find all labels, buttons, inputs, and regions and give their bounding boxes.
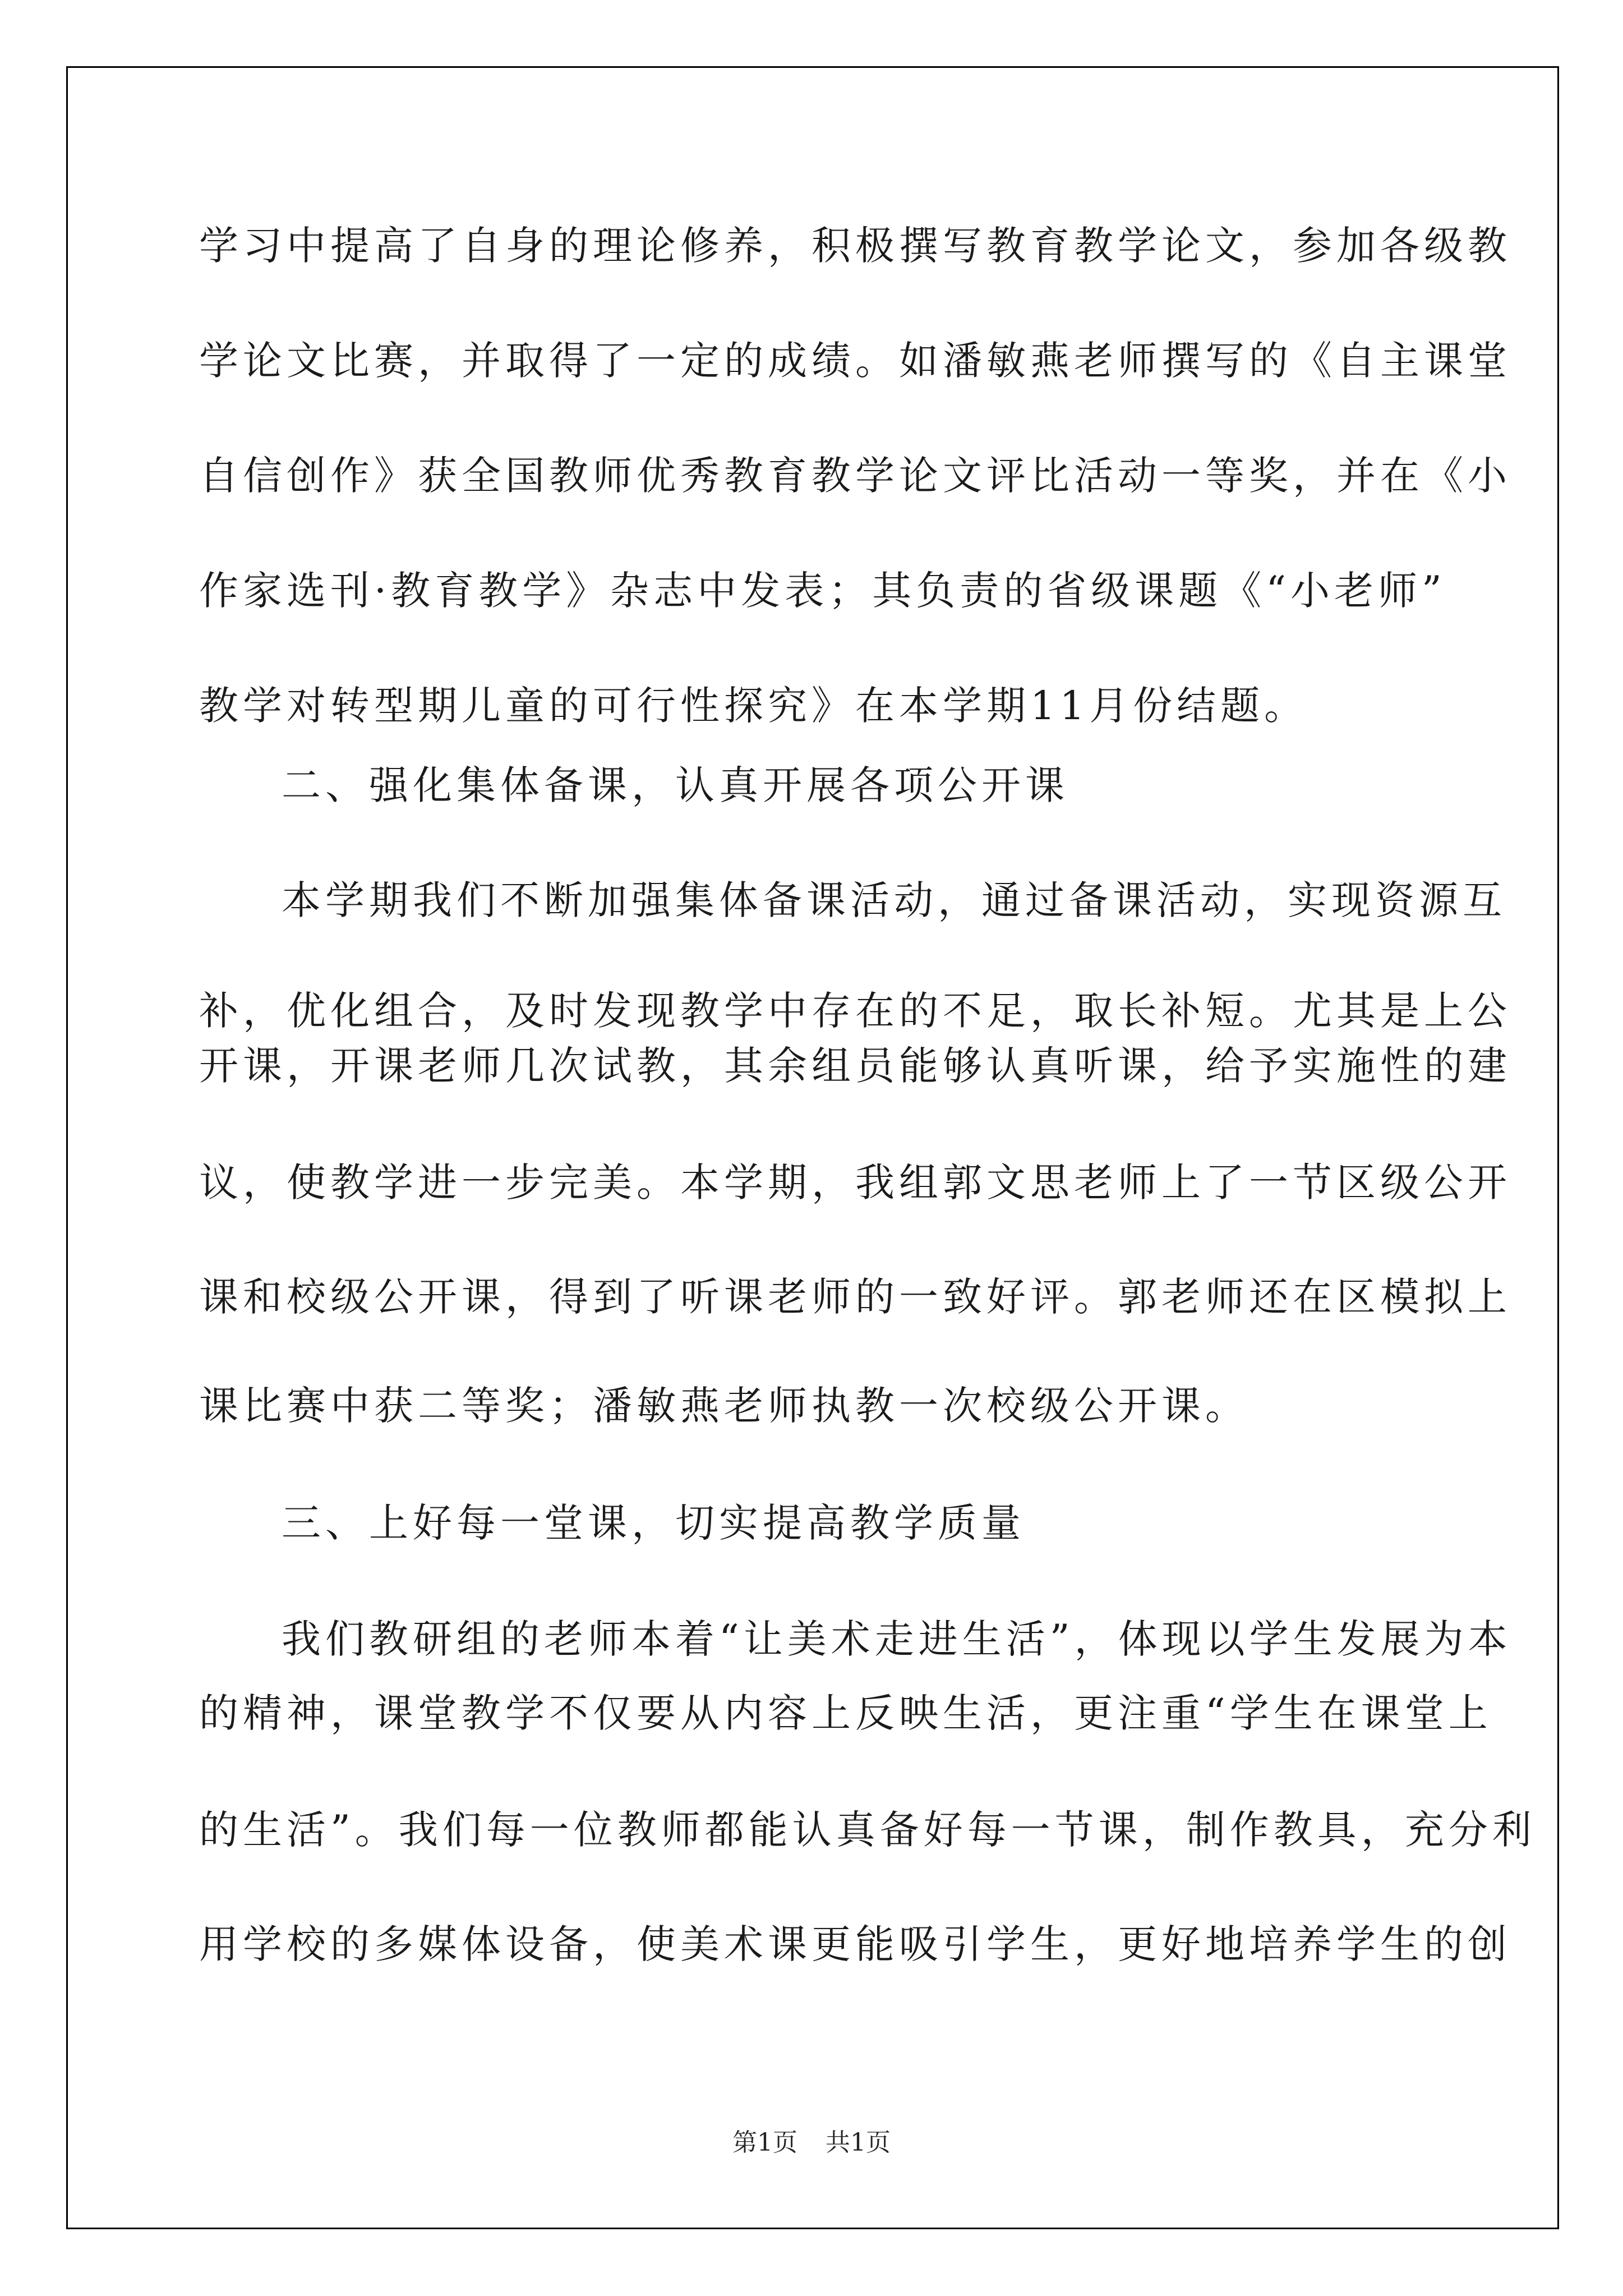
page-border (66, 66, 1559, 2229)
section-heading: 二、强化集体备课，认真开展各项公开课 (282, 762, 1069, 808)
body-text-line: 补，优化组合，及时发现教学中存在的不足，取长补短。尤其是上公 (199, 988, 1511, 1034)
body-text-line: 我们教研组的老师本着“让美术走进生活”，体现以学生发展为本 (282, 1616, 1512, 1662)
section-heading: 三、上好每一堂课，切实提高教学质量 (282, 1500, 1025, 1546)
body-text-line: 议，使教学进一步完美。本学期，我组郭文思老师上了一节区级公开 (199, 1159, 1511, 1205)
body-text-line: 的精神，课堂教学不仅要从内容上反映生活，更注重“学生在课堂上 (199, 1690, 1492, 1736)
body-text-line: 学习中提高了自身的理论修养，积极撰写教育教学论文，参加各级教 (199, 223, 1511, 269)
body-text-line: 教学对转型期儿童的可行性探究》在本学期11月份结题。 (199, 683, 1308, 729)
body-text-line: 课和校级公开课，得到了听课老师的一致好评。郭老师还在区模拟上 (199, 1274, 1511, 1320)
body-text-line: 课比赛中获二等奖；潘敏燕老师执教一次校级公开课。 (199, 1383, 1249, 1429)
body-text-line: 自信创作》获全国教师优秀教育教学论文评比活动一等奖，并在《小 (199, 453, 1511, 499)
body-text-line: 开课，开课老师几次试教，其余组员能够认真听课，给予实施性的建 (199, 1043, 1511, 1089)
page-number-current: 第1页 (732, 2128, 797, 2157)
page-number-total: 共1页 (826, 2128, 891, 2157)
body-text-line: 学论文比赛，并取得了一定的成绩。如潘敏燕老师撰写的《自主课堂 (199, 338, 1511, 384)
body-text-line: 用学校的多媒体设备，使美术课更能吸引学生，更好地培养学生的创 (199, 1921, 1511, 1967)
page-footer (0, 2126, 1623, 2160)
body-text-line: 本学期我们不断加强集体备课活动，通过备课活动，实现资源互 (282, 877, 1506, 923)
body-text-line: 的生活”。我们每一位教师都能认真备好每一节课，制作教具，充分利 (199, 1807, 1536, 1853)
body-text-line: 作家选刊·教育教学》杂志中发表；其负责的省级课题《“小老师” (199, 568, 1446, 614)
